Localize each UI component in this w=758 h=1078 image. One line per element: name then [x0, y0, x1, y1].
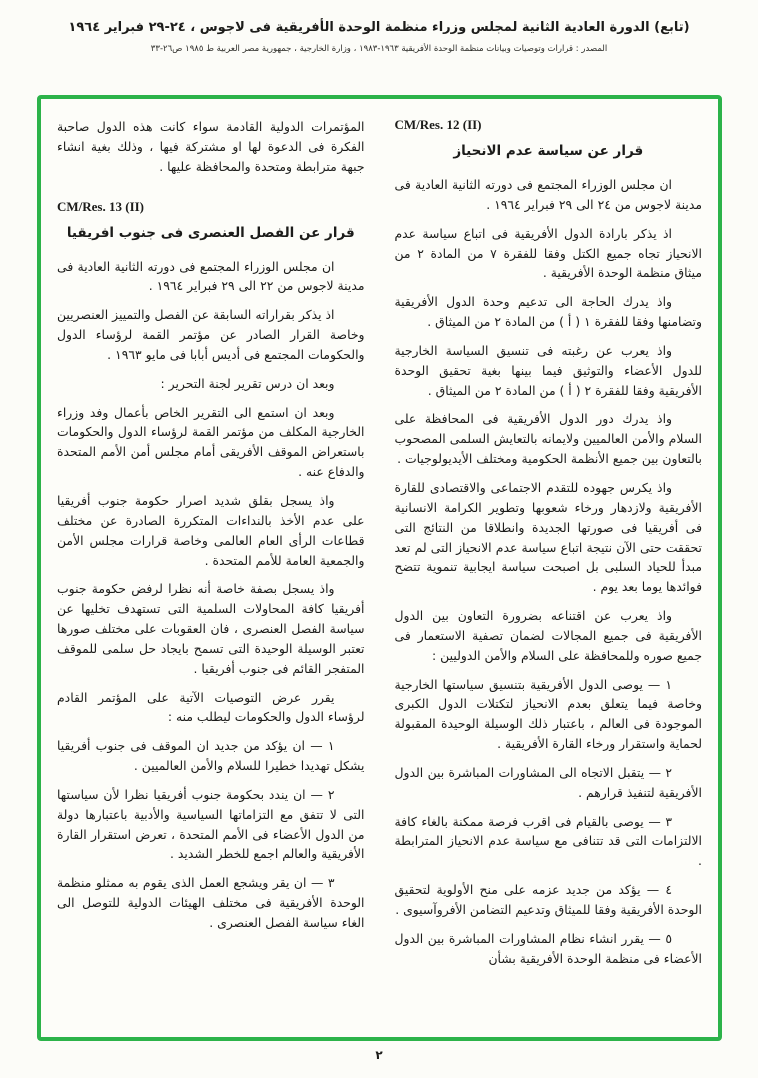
- resolution-12-column: [395, 117, 703, 1019]
- resolution-paragraph: واذ يسجل بقلق شديد اصرار حكومة جنوب أفريقيا على عدم الأخذ بالنداءات المتكررة الصادرة عن مختلف قطاعات الرأى العام العالمى وخاصة قرارات مجلس الأمن والجمعية العامة للأمم المتحدة .: [57, 492, 365, 568]
- resolution-paragraph: واذ يعرب عن اقتناعه بضرورة التعاون بين الدول الأفريقية فى جميع المجالات لضمان تصفية الاستعمار فى جميع صوره وللمحافظة على السلام والأمن الدوليين :: [394, 608, 702, 663]
- resolution-paragraph: واذ يسجل بصفة خاصة أنه نظرا لرفض حكومة جنوب أفريقيا كافة المحاولات السلمية التى تستهدف تخليها عن سياسة الفصل العنصرى ، فان العقوبات على مختلف صورها تعتبر الوسيلة الوحيدة التى تسمح بايجاد حل سلمى للموقف المتفجر القائم فى جنوب أفريقيا .: [57, 581, 365, 676]
- resolution-clause-4: ٤ — يؤكد من جديد عزمه على منح الأولوية لتحقيق الوحدة الأفريقية وفقا للميثاق وتدعيم التضامن الأفروآسيوى .: [394, 882, 702, 917]
- resolution-paragraph: واذ يدرك دور الدول الأفريقية فى المحافظة على السلام والأمن العالميين ولايمانه بالتعايش السلمى المصحوب بالتعاون بين جميع الأنظمة الحكومية ومختلف الأيديولوجيات .: [394, 411, 702, 467]
- resolution-13-column: [57, 117, 365, 1019]
- source-citation: المصدر : قرارات وتوصيات وبيانات منظمة الوحدة الأفريقية ١٩٦٣-١٩٨٣ ، وزارة الخارجية ، جمهورية مصر العربية ط ١٩٨٥ ص٢٦-٣٣: [150, 44, 608, 54]
- document-title: (تابع) الدورة العادية الثانية لمجلس وزراء منظمة الوحدة الأفريقية فى لاجوس ، ٢٤-٢٩ فبراير ١٩٦٤: [68, 20, 690, 35]
- resolution-clause-3: ٣ — ان يقر ويشجع العمل الذى يقوم به ممثلو منظمة الوحدة الأفريقية فى مختلف الهيئات الدولية للتوصل الى الغاء سياسة الفصل العنصرى .: [57, 875, 365, 930]
- resolution-paragraph: ان مجلس الوزراء المجتمع فى دورته الثانية العادية فى مدينة لاجوس من ٢٢ الى ٢٩ فبراير ١٩٦٤ .: [57, 258, 365, 294]
- page-number: ٢: [375, 1048, 383, 1062]
- resolution-paragraph: واذ يعرب عن رغبته فى تنسيق السياسة الخارجية للدول الأعضاء والتوثيق فيما بينها بغية تحقيق الوحدة الأفريقية وفقا للفقرة ٢ ( أ ) من المادة ٢ من الميثاق .: [394, 342, 702, 398]
- resolution-paragraph: وبعد ان استمع الى التقرير الخاص بأعمال وفد وزراء الخارجية المكلف من مؤتمر القمة لرؤساء الدول والحكومات باستعراض الموقف الأفريقى أمام مجلس أمن الأمم المتحدة والدفاع عنه .: [57, 404, 365, 480]
- resolution-paragraph: وبعد ان درس تقرير لجنة التحرير :: [160, 375, 335, 391]
- green-content-frame: [37, 95, 722, 1041]
- resolution-clause-2: ٢ — يتقبل الاتجاه الى المشاورات المباشرة بين الدول الأفريقية لتنفيذ قرارهم .: [394, 764, 702, 800]
- resolution-clause-2: ٢ — ان يندد بحكومة جنوب أفريقيا نظرا لأن سياستها التى لا تتفق مع التزاماتها السياسية والأدبية باعتبارها دولة من الدول الأعضاء فى الأمم المتحدة ، تعرض استقرار القارة الأفريقية والعالم اجمع للخطر الشديد .: [57, 786, 365, 862]
- resolution-paragraph: ان مجلس الوزراء المجتمع فى دورته الثانية العادية فى مدينة لاجوس من ٢٤ الى ٢٩ فبراير ١٩٦٤ .: [394, 177, 702, 212]
- resolution-13-title: قرار عن الفصل العنصرى فى جنوب افريقيا: [66, 224, 355, 241]
- two-column-layout: [57, 117, 702, 1019]
- resolution-12-continuation: المؤتمرات الدولية القادمة سواء كانت هذه الدول صاحبة الفكرة فى الدعوة لها او مشتركة فيها ، وذلك بغية انشاء جبهة مترابطة ومتحدة والمحافظة عليها .: [57, 119, 365, 174]
- document-header: [0, 20, 758, 54]
- resolution-12-title: قرار عن سياسة عدم الانحياز: [453, 143, 644, 159]
- resolution-paragraph: واذ يدرك الحاجة الى تدعيم وحدة الدول الأفريقية وتضامنها وفقا للفقرة ١ ( أ ) من المادة ٢ من الميثاق .: [394, 294, 702, 330]
- resolution-paragraph: يقرر عرض التوصيات الآتية على المؤتمر القادم لرؤساء الدول والحكومات ليطلب منه :: [57, 689, 365, 725]
- resolution-13-reference: CM/Res. 13 (II): [57, 198, 145, 214]
- resolution-paragraph: واذ يكرس جهوده للتقدم الاجتماعى والاقتصادى للقارة الأفريقية ولازدهار ورخاء شعوبها وتطوير الكرامة الانسانية فى أفريقيا فى صورتها الجديدة وانطلاقا من النتائج التى تحققت حتى الآن نتيجة اتباع سياسة عدم الانحياز التى لم تعد مبدأ للحياد السلبى بل اصبحت سياسة ايجابية تنموية تتضح فوائدها يوما بعد يوم .: [394, 479, 702, 595]
- resolution-clause-1: ١ — ان يؤكد من جديد ان الموقف فى جنوب أفريقيا يشكل تهديدا خطيرا للسلام والأمن العالميين .: [57, 738, 365, 774]
- resolution-12-reference: CM/Res. 12 (II): [394, 117, 482, 132]
- resolution-paragraph: اذ يذكر بارادة الدول الأفريقية فى اتباع سياسة عدم الانحياز تجاه جميع الكتل وفقا للفقرة ٧ من المادة ٢ من ميثاق منظمة الوحدة الأفريقية .: [394, 225, 702, 281]
- resolution-clause-3: ٣ — يوصى بالقيام فى اقرب فرصة ممكنة بالغاء كافة الالتزامات التى قد تتنافى مع سياسة عدم الانحياز المترابطة .: [394, 813, 702, 869]
- resolution-clause-1: ١ — يوصى الدول الأفريقية بتنسيق سياستها الخارجية وخاصة فيما يتعلق بعدم الانحياز لتكتلات الدول الكبرى الموجودة فى العالم ، باعتبار ذلك الوسيلة الوحيدة المقبولة لحماية واستقرار ورخاء القارة الأفريقية .: [394, 676, 702, 752]
- resolution-paragraph: اذ يذكر بقراراته السابقة عن الفصل والتمييز العنصريين وخاصة القرار الصادر عن مؤتمر القمة لرؤساء الدول والحكومات المجتمع فى أديس أبابا فى مايو ١٩٦٣ .: [57, 307, 365, 362]
- resolution-clause-5: ٥ — يقرر انشاء نظام المشاورات المباشرة بين الدول الأعضاء فى منظمة الوحدة الأفريقية بشأن: [394, 930, 702, 966]
